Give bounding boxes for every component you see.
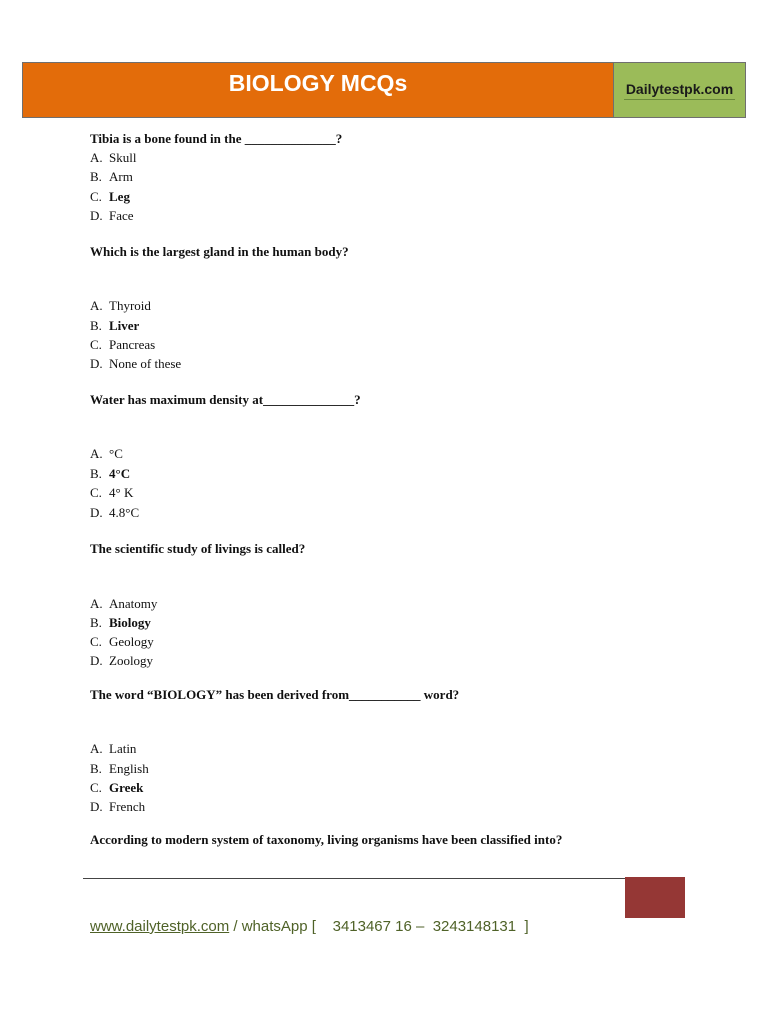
option-4b-correct [90,615,151,631]
option-letter: B. [90,466,102,481]
option-letter: C. [90,485,102,500]
option-3b-correct [90,466,130,482]
option-letter: B. [90,318,102,333]
option-letter: D. [90,799,103,814]
option-3a [90,446,123,462]
option-letter: A. [90,298,103,313]
option-text: Greek [109,780,144,795]
option-letter: D. [90,653,103,668]
option-letter: B. [90,615,102,630]
option-letter: A. [90,596,103,611]
option-5a [90,741,136,757]
option-letter: C. [90,337,102,352]
question-5: The word “BIOLOGY” has been derived from___________ word? [90,687,460,702]
page-title: BIOLOGY MCQs [228,69,408,96]
option-text: 4° K [109,485,134,500]
option-2a [90,298,151,314]
option-1c-correct [90,189,130,205]
option-letter: A. [90,446,103,461]
option-text: Leg [109,189,130,204]
option-3c [90,485,133,501]
site-box [613,63,745,117]
footer [90,918,529,935]
option-letter: C. [90,189,102,204]
option-5b [90,761,149,777]
question-4: The scientific study of livings is called? [90,541,306,556]
footer-divider [83,878,625,879]
option-letter: D. [90,208,103,223]
option-text: French [109,799,146,814]
option-text: Liver [109,318,140,333]
option-text: Anatomy [109,596,158,611]
option-text: Thyroid [109,298,151,313]
option-letter: D. [90,356,103,371]
question-2: Which is the largest gland in the human body? [90,244,349,259]
question-3: Water has maximum density at______________? [90,392,361,407]
option-text: Geology [109,634,154,649]
option-letter: C. [90,780,102,795]
option-4d [90,653,153,669]
option-4a [90,596,157,612]
footer-website-link[interactable]: www.dailytestpk.com [90,918,230,935]
option-text: None of these [109,356,182,371]
option-letter: C. [90,634,102,649]
option-3d [90,505,139,521]
option-letter: B. [90,761,102,776]
option-text: Latin [109,741,137,756]
question-6: According to modern system of taxonomy, living organisms have been classified into? [90,832,563,847]
option-text: 4°C [109,466,131,481]
option-letter: A. [90,150,103,165]
option-5d [90,799,145,815]
option-1b [90,169,133,185]
option-2d [90,356,181,372]
option-text: Arm [109,169,133,184]
option-text: Pancreas [109,337,156,352]
header-banner [22,62,746,118]
option-2b-correct [90,318,139,334]
footer-color-block [625,877,685,918]
option-text: Face [109,208,134,223]
option-text: Zoology [109,653,154,668]
footer-whatsapp-text: / whatsApp [ 3413467 16 – 3243148131 ] [229,918,529,935]
option-text: Skull [109,150,137,165]
option-letter: A. [90,741,103,756]
option-1a [90,150,136,166]
option-letter: B. [90,169,102,184]
option-text: Biology [109,615,151,630]
site-name: Dailytestpk.com [624,81,735,100]
question-1: Tibia is a bone found in the ______________? [90,131,343,146]
option-5c-correct [90,780,143,796]
option-4c [90,634,154,650]
title-box [23,63,613,117]
option-1d [90,208,134,224]
option-text: °C [109,446,123,461]
option-text: 4.8°C [109,505,140,520]
option-2c [90,337,155,353]
option-letter: D. [90,505,103,520]
option-text: English [109,761,149,776]
